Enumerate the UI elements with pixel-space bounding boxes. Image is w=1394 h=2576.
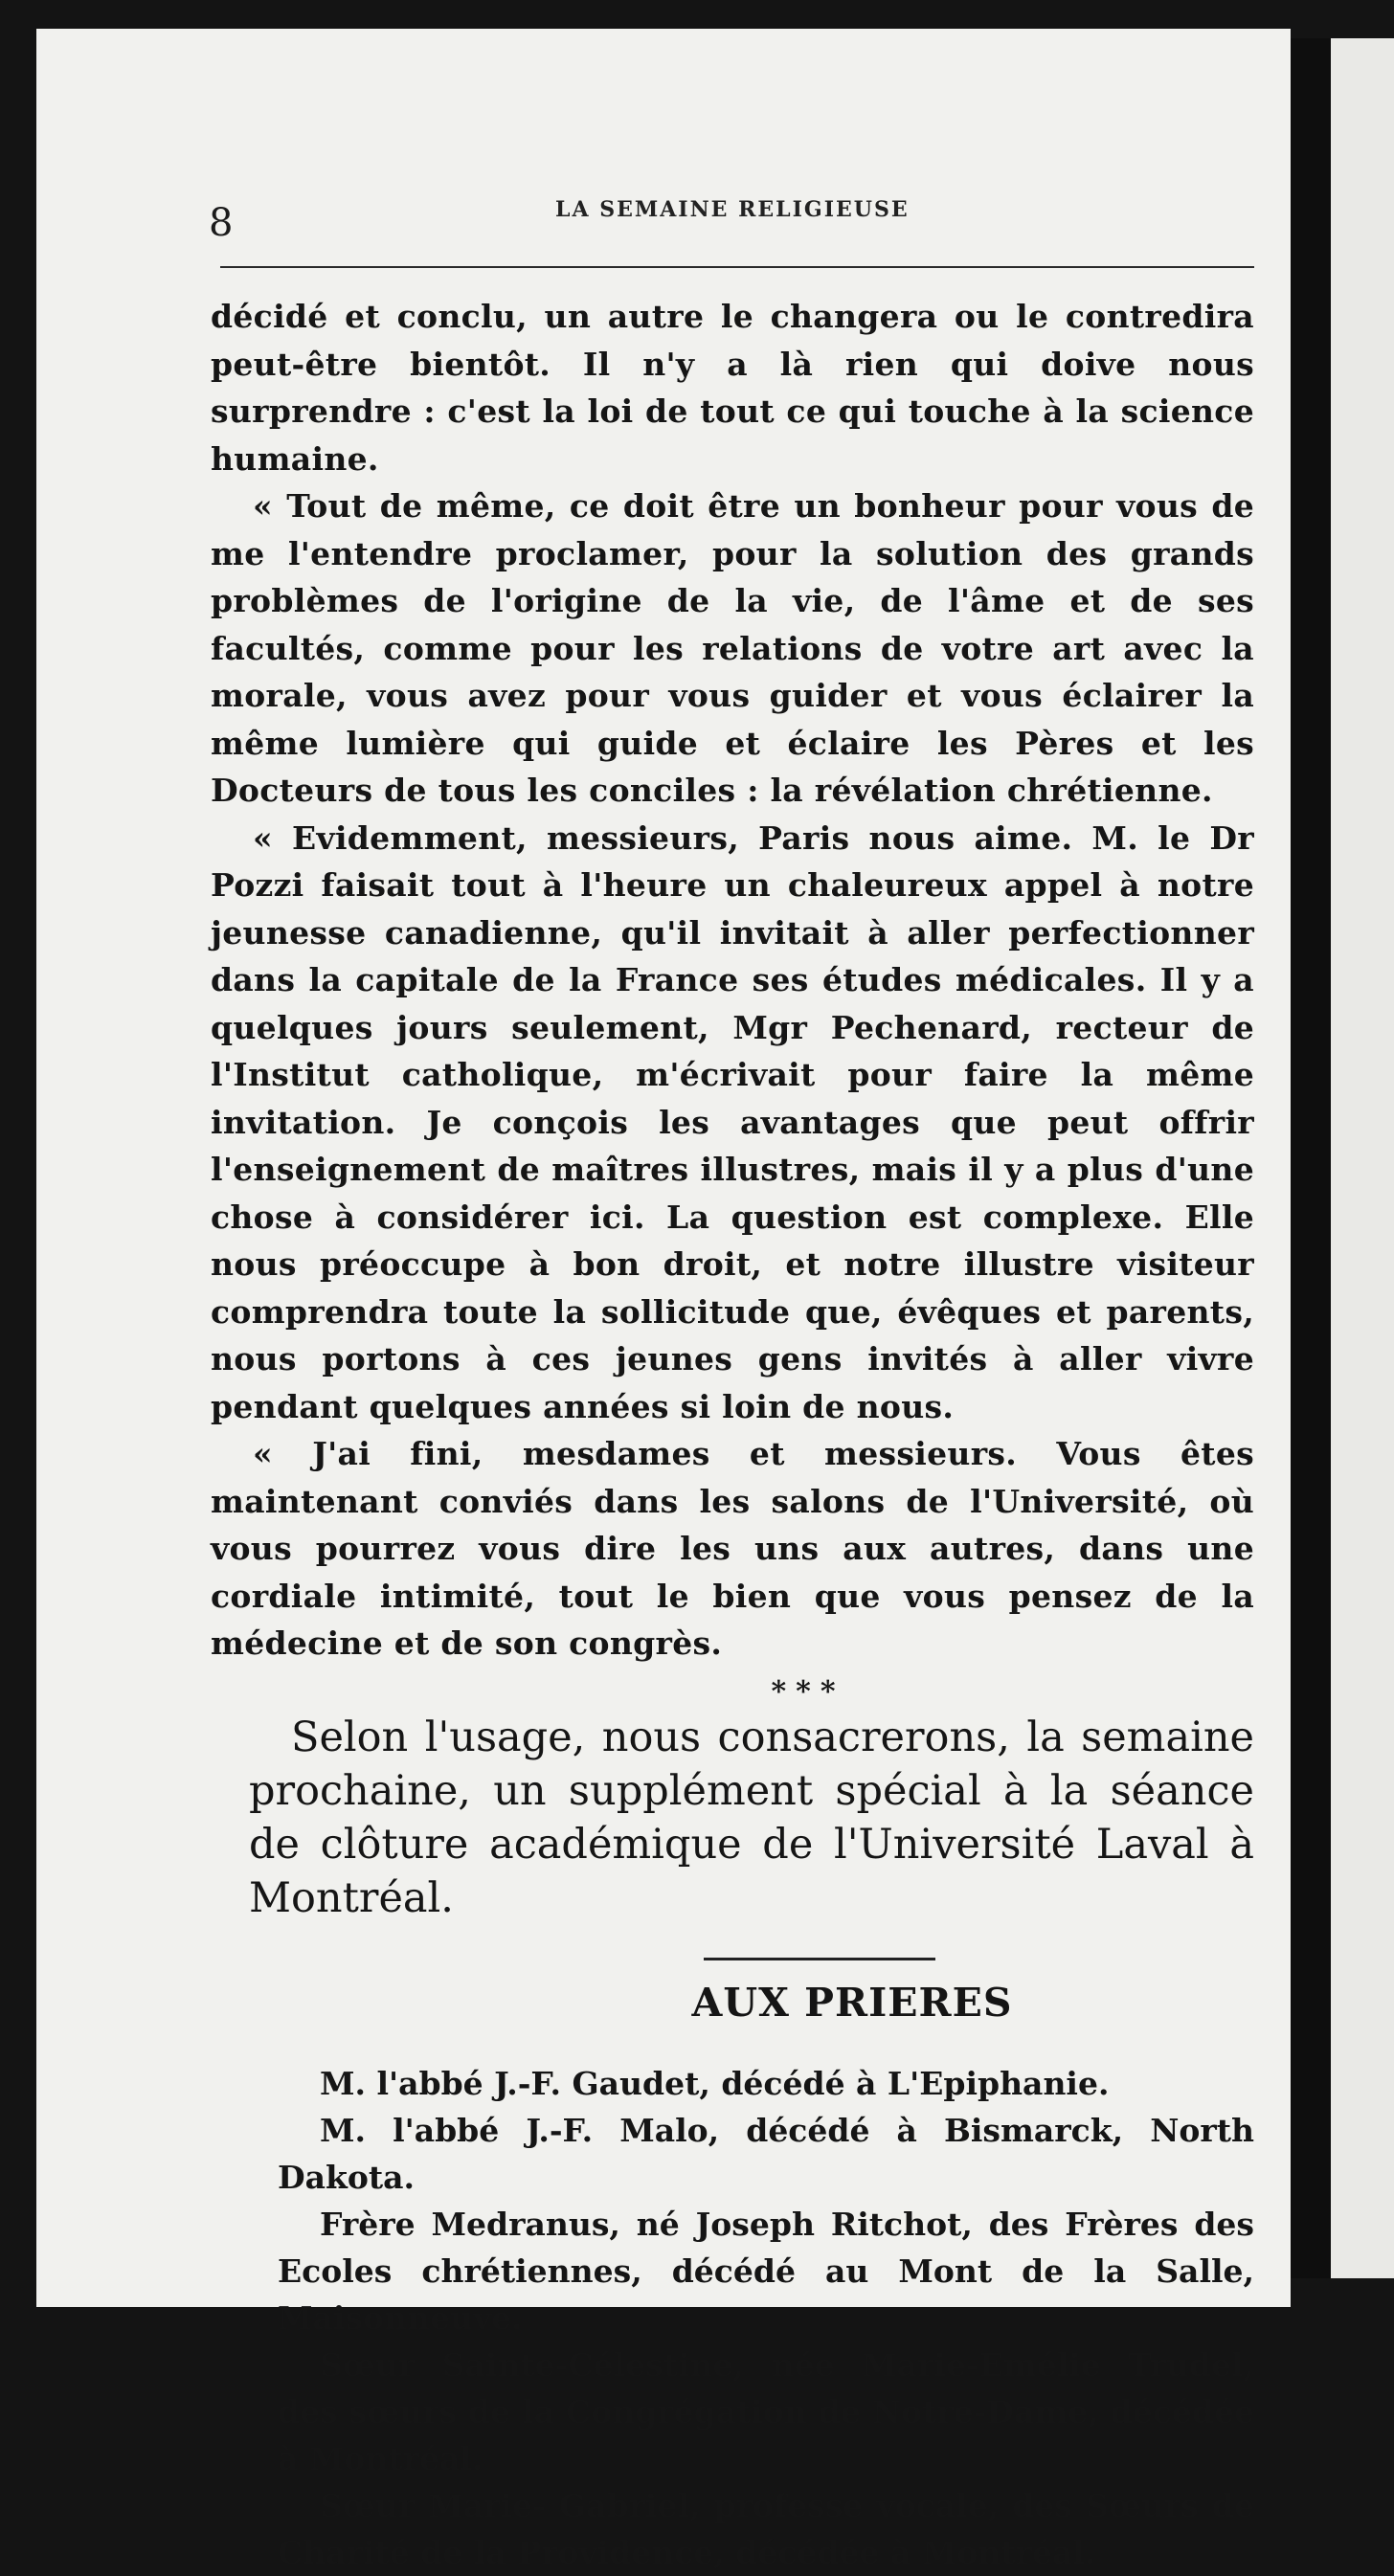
- prayer-entry: M. l'abbé J.-F. Malo, décédé à Bismarck, North Dakota.: [278, 2111, 1254, 2196]
- supplement-notice: Selon l'usage, nous consacrerons, la semaine prochaine, un supplément spécial à la séance de clôture académique de l'Université Laval à Montréal.: [249, 1713, 1254, 1922]
- prayer-entry: Sœur Sainte-Célestine, née Marie-Emélie Trudel, des sœurs de la Congrégation de Notre-Dame, décédée à Montréal.: [278, 2345, 1254, 2477]
- running-head: LA SEMAINE RELIGIEUSE: [555, 197, 910, 222]
- article-paragraph: « Tout de même, ce doit être un bonheur pour vous de me l'entendre proclamer, pour la solution des grands problèmes de l'origine de la vie, de l'âme et de ses facultés, comme pour les relations de votre art avec la morale, vous avez pour vous guider et vous éclairer la même lumière qui guide et éclaire les Pères et les Docteurs de tous les conciles : la révélation chrétienne.: [211, 487, 1254, 809]
- prayer-entry: Sœur Marie- Gabriel, professe vocale, des Sœurs de Charité de la Providence, décédée à Montréal.: [278, 2486, 1254, 2571]
- prayer-entry: Frère Medranus, né Joseph Ritchot, des Frères des Ecoles chrétiennes, décédé au Mont de la Salle, Maisonneuve.: [278, 2205, 1254, 2337]
- section-separator: * * *: [771, 1674, 838, 1709]
- page-body: [211, 293, 1254, 2576]
- article-paragraph: décidé et conclu, un autre le changera ou le contredira peut-être bientôt. Il n'y a là rien qui doive nous surprendre : c'est la loi de tout ce qui touche à la science humaine.: [211, 298, 1254, 478]
- prayers-heading: AUX PRIERES: [691, 1979, 1013, 2026]
- prayer-list: [211, 2060, 1254, 2576]
- page-number: 8: [209, 201, 234, 245]
- page-gutter: [1291, 38, 1331, 2278]
- adjacent-page-edge: [1331, 38, 1394, 2278]
- section-rule: [704, 1958, 935, 1960]
- article-paragraph: « J'ai fini, mesdames et messieurs. Vous êtes maintenant conviés dans les salons de l'Université, où vous pourrez vous dire les uns aux autres, dans une cordiale intimité, tout le bien que vous pensez de la médecine et de son congrès.: [211, 1435, 1254, 1662]
- article-paragraph: « Evidemment, messieurs, Paris nous aime. M. le Dr Pozzi faisait tout à l'heure un chaleureux appel à notre jeunesse canadienne, qu'il invitait à aller perfectionner dans la capitale de la France ses études médicales. Il y a quelques jours seulement, Mgr Pechenard, recteur de l'Institut catholique, m'écrivait pour faire la même invitation. Je conçois les avantages que peut offrir l'enseignement de maîtres illustres, mais il y a plus d'une chose à considérer ici. La question est complexe. Elle nous préoccupe à bon droit, et notre illustre visiteur comprendra toute la sollicitude que, évêques et parents, nous portons à ces jeunes gens invités à aller vivre pendant quelques années si loin de nous.: [211, 818, 1254, 1425]
- prayer-entry: M. l'abbé J.-F. Gaudet, décédé à L'Epiphanie.: [320, 2064, 1110, 2102]
- header-rule: [220, 266, 1254, 268]
- article-text: [211, 293, 1254, 1668]
